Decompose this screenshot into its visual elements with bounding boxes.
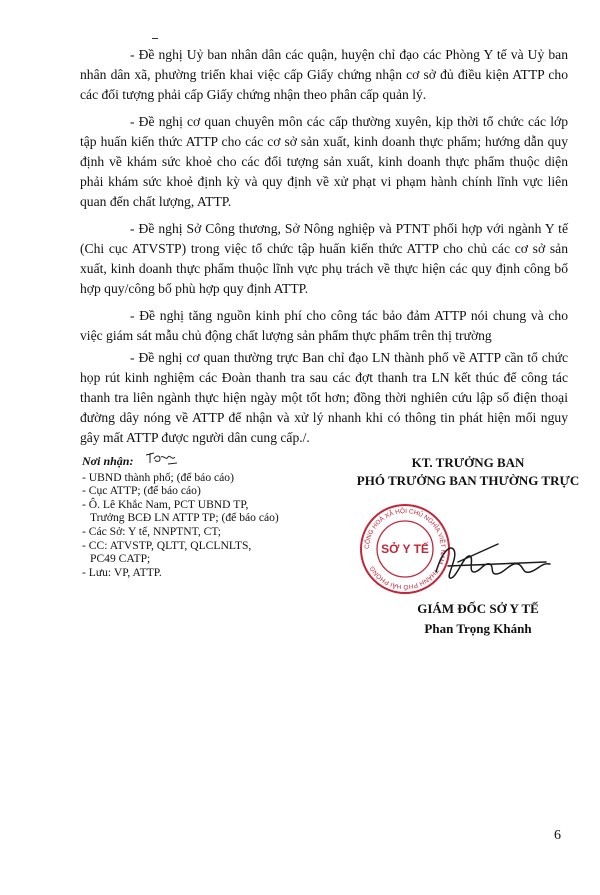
stamp-center-text: SỞ Y TẾ (381, 542, 429, 556)
paragraph-5: - Đề nghị cơ quan thường trực Ban chỉ đạo LN thành phố về ATTP cần tổ chức họp rút kinh nghiệm các Đoàn thanh tra sau các đợt thanh tra LN kết thúc để công tác thanh tra liên ngành thực hiện ngày một tốt hơn; đồng thời nghiên cứu lập số điện thoại đường dây nóng về ATTP để nhận và xử lý nhanh khi có thông tin phát hiện mối nguy gây mất ATTP được người dân cung cấp./. (80, 350, 568, 445)
recipient-item: Trưởng BCĐ LN ATTP TP; (để báo cáo) (90, 511, 279, 525)
recipient-item: - Cục ATTP; (để báo cáo) (82, 484, 201, 498)
signer-role-2: PHÓ TRƯỞNG BAN THƯỜNG TRỰC (356, 473, 580, 488)
initials-scribble-icon (144, 449, 180, 467)
paragraph-2: - Đề nghị cơ quan chuyên môn các cấp thường xuyên, kịp thời tổ chức các lớp tập huấn kiến thức ATTP cho các cơ sở sản xuất, kinh doanh thực phẩm; hướng dẫn quy định về khám sức khoẻ cho các đối tượng sản xuất, kinh doanh thực phẩm thuộc diện phải khám sức khoẻ định kỳ và quy định về xử phạt vi phạm hành chính lĩnh vực liên quan đến chất lượng, ATTP. (80, 114, 568, 209)
body-text (80, 45, 568, 455)
signer-name: Phan Trọng Khánh (424, 621, 532, 636)
handwritten-signature-icon (428, 532, 568, 592)
recipients-title-text: Nơi nhận: (82, 454, 134, 468)
stamp-ring-text: CỘNG HOÀ XÃ HỘI CHỦ NGHĨA VIỆT NAM · THÀNH PHỐ HẢI PHÒNG (363, 507, 447, 591)
margin-mark (152, 38, 158, 39)
recipients-title (82, 455, 342, 469)
recipient-item: - CC: ATVSTP, QLTT, QLCLNLTS, (82, 538, 252, 552)
recipient-item: - UBND thành phố; (để báo cáo) (82, 470, 234, 484)
recipients-block (82, 455, 342, 579)
paragraph-1: - Đề nghị Uỷ ban nhân dân các quận, huyện chỉ đạo các Phòng Y tế và Uỷ ban nhân dân xã, phường triển khai việc cấp Giấy chứng nhận cơ sở đủ điều kiện ATTP cho các đối tượng phải cấp Giấy chứng nhận theo phân cấp quản lý. (80, 47, 568, 102)
paragraph-3: - Đề nghị Sở Công thương, Sở Nông nghiệp và PTNT phối hợp với ngành Y tế (Chi cục ATVSTP) trong việc tổ chức tập huấn kiến thức ATTP cho chủ các cơ sở sản xuất, kinh doanh thực phẩm thuộc lĩnh vực phụ trách về thực hiện các quy định công bố hợp quy/công bố phù hợp quy định ATTP. (80, 221, 568, 296)
signature-block (348, 440, 588, 636)
recipient-item: PC49 CATP; (90, 552, 151, 566)
paragraph-4: - Đề nghị tăng nguồn kinh phí cho công tác bảo đảm ATTP nói chung và cho việc giám sát mẫu chủ động chất lượng sản phẩm thực phẩm trên thị trường (80, 308, 568, 343)
recipient-item: - Các Sở: Y tế, NNPTNT, CT; (82, 524, 222, 538)
recipient-item: - Lưu: VP, ATTP. (82, 565, 162, 579)
signer-title: GIÁM ĐỐC SỞ Y TẾ (417, 601, 539, 616)
page-number: 6 (554, 828, 561, 843)
recipient-item: - Ô. Lê Khắc Nam, PCT UBND TP, (82, 497, 249, 511)
signer-role-1: KT. TRƯỞNG BAN (411, 455, 525, 470)
